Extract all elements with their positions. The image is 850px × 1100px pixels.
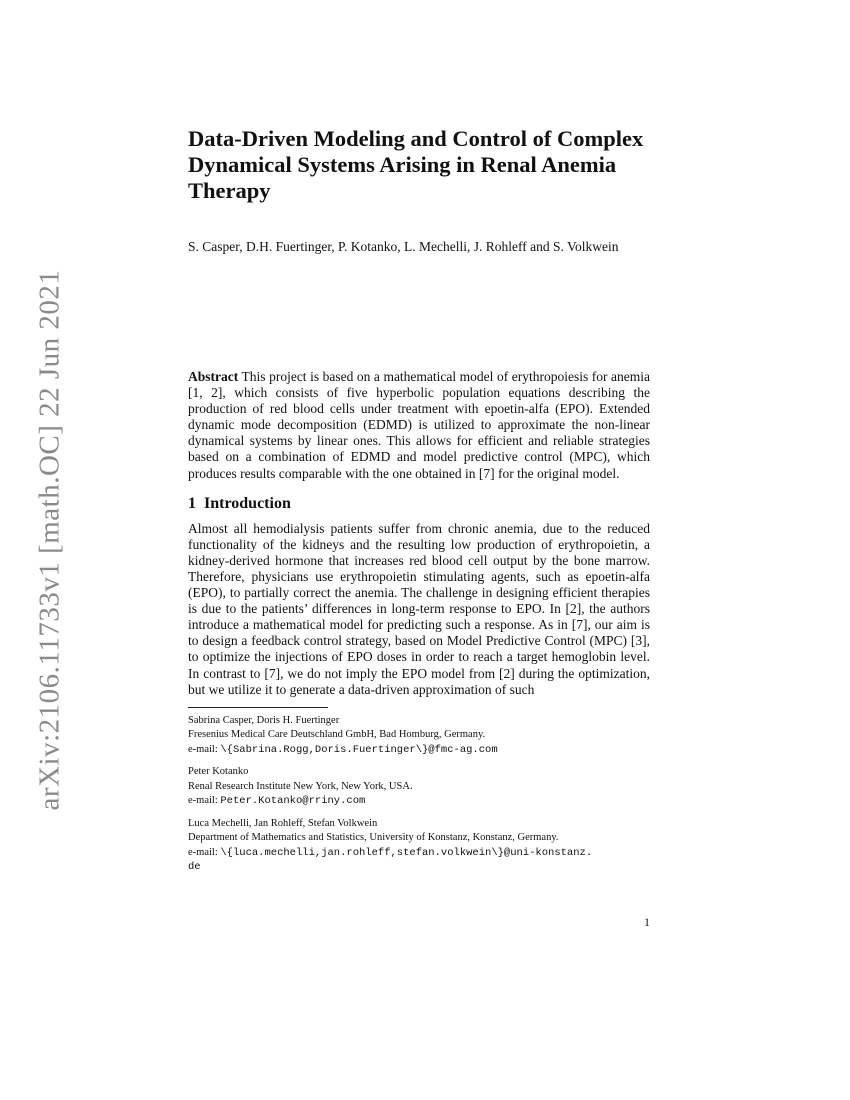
- footnote-email[interactable]: Peter.Kotanko@rriny.com: [220, 795, 366, 808]
- abstract: [188, 369, 650, 482]
- footnote-email[interactable]: \{luca.mechelli,jan.rohleff,stefan.volkwein\}@uni-konstanz.: [220, 846, 593, 859]
- affiliation-footnote: [188, 714, 650, 758]
- page-number: 1: [644, 915, 650, 929]
- footnote-names: Peter Kotanko: [188, 766, 249, 778]
- footnote-names: Sabrina Casper, Doris H. Fuertinger: [188, 714, 340, 726]
- abstract-label: Abstract: [188, 369, 239, 384]
- section-number: 1: [188, 494, 196, 512]
- footnote-email-label: e-mail:: [188, 743, 218, 755]
- section-title: Introduction: [204, 494, 291, 512]
- section-heading: [188, 495, 650, 513]
- footnote-affiliation: Renal Research Institute New York, New York, USA.: [188, 780, 413, 792]
- abstract-text: This project is based on a mathematical model of erythropoiesis for anemia [1, 2], which consists of five hyperbolic population equations describing the production of red blood cells under treatment with epoetin-alfa (EPO). Extended dynamic mode decomposition (EDMD) is utilized to approximate the non-linear dynamical systems by linear ones. This allows for efficient and reliable strategies based on a combination of EDMD and model predictive control (MPC), which produces results comparable with the one obtained in [7] for the original model.: [188, 369, 650, 481]
- footnote-rule: [188, 707, 328, 708]
- author-list: S. Casper, D.H. Fuertinger, P. Kotanko, L. Mechelli, J. Rohleff and S. Volkwein: [188, 239, 619, 254]
- footnote-email-continuation[interactable]: de: [188, 861, 201, 874]
- affiliation-footnote: [188, 765, 650, 809]
- footnote-email[interactable]: \{Sabrina.Rogg,Doris.Fuertinger\}@fmc-ag.com: [220, 743, 498, 756]
- footnote-email-label: e-mail:: [188, 846, 218, 858]
- affiliation-footnote: [188, 817, 650, 875]
- introduction-text: Almost all hemodialysis patients suffer from chronic anemia, due to the reduced functionality of the kidneys and the resulting low production of erythropoietin, a kidney-derived hormone that increases red blood cell output by the bone marrow. Therefore, physicians use erythropoietin stimulating agents, such as epoetin-alfa (EPO), to partially correct the anemia. The challenge in designing efficient therapies is due to the patients’ differences in long-term response to EPO. In [2], the authors introduce a mathematical model for predicting such a response. As in [7], our aim is to design a feedback control strategy, based on Model Predictive Control (MPC) [3], to optimize the injections of EPO doses in order to reach a target hemoglobin level. In contrast to [7], we do not imply the EPO model from [2] during the optimization, but we utilize it to generate a data-driven approximation of such: [188, 520, 650, 697]
- footnote-affiliation: Department of Mathematics and Statistics, University of Konstanz, Konstanz, Germany.: [188, 832, 559, 844]
- paper-page: [188, 126, 650, 875]
- footnote-names: Luca Mechelli, Jan Rohleff, Stefan Volkwein: [188, 817, 378, 829]
- paper-title: Data-Driven Modeling and Control of Complex Dynamical Systems Arising in Renal Anemia Therapy: [188, 126, 644, 203]
- footnote-affiliation: Fresenius Medical Care Deutschland GmbH, Bad Homburg, Germany.: [188, 729, 486, 741]
- arxiv-identifier-text: arXiv:2106.11733v1 [math.OC] 22 Jun 2021: [33, 269, 66, 811]
- footnote-email-label: e-mail:: [188, 795, 218, 807]
